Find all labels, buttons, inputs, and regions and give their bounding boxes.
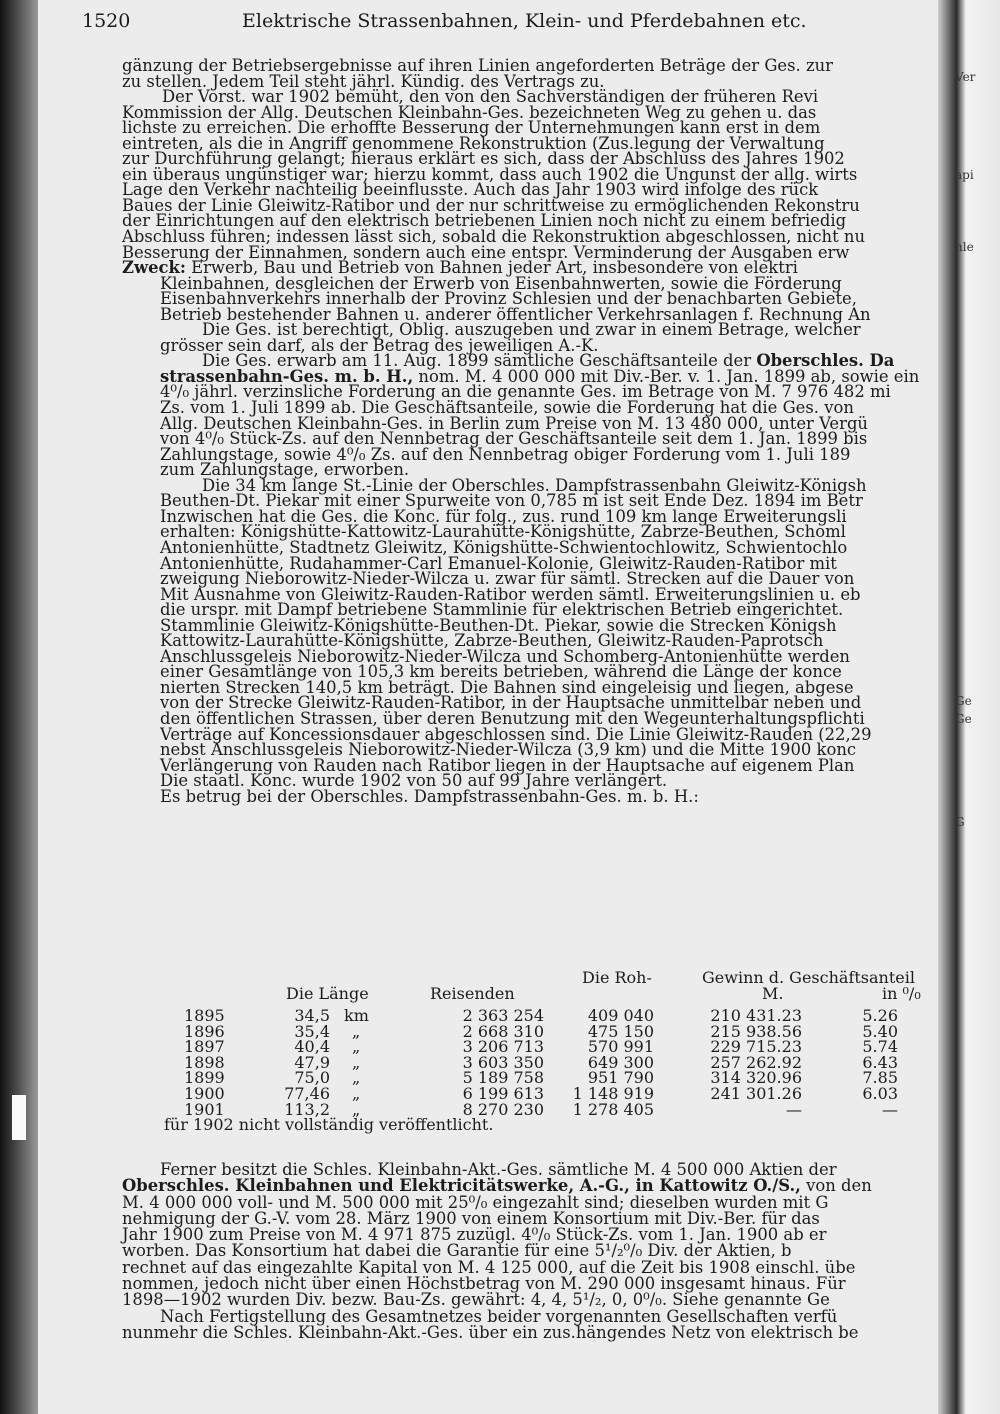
cell-length: 75,0 <box>294 1068 330 1088</box>
cell-profit: 257 262.92 <box>710 1052 802 1072</box>
cell-length: 77,46 <box>284 1083 330 1103</box>
cell-year: 1897 <box>184 1037 225 1057</box>
text-line: Die Ges. ist berechtigt, Oblig. auszugeben und zwar in einem Betrage, welcher <box>202 320 861 340</box>
margin-fragment: nle <box>955 240 974 254</box>
margin-fragment: Ge <box>955 712 972 726</box>
text-line: Antonienhütte, Stadtnetz Gleiwitz, Königshütte-Schwientochlowitz, Schwientochlo <box>160 537 848 557</box>
cell-unit: km <box>344 1006 369 1025</box>
margin-fragment: Ge <box>955 694 972 708</box>
running-title: Elektrische Strassenbahnen, Klein- und Pferdebahnen etc. <box>242 10 807 32</box>
text-line: Jahr 1900 zum Preise von M. 4 971 875 zuzügl. 4⁰/₀ Stück-Zs. vom 1. Jan. 1900 ab er <box>122 1225 827 1245</box>
cell-passengers: 2 668 310 <box>462 1021 544 1041</box>
text-line: nebst Anschlussgeleis Nieborowitz-Nieder-Wilcza (3,9 km) und die Mitte 1900 konc <box>160 740 857 760</box>
cell-revenue: 570 991 <box>587 1037 654 1057</box>
text-line: Die staatl. Konc. wurde 1902 von 50 auf 99 Jahre verlängert. <box>160 771 668 791</box>
cell-percent: 5.74 <box>862 1037 898 1057</box>
cell-profit: — <box>786 1099 802 1119</box>
company-name: Oberschles. Da <box>756 351 895 371</box>
table-header <box>82 970 938 1008</box>
text-line: rechnet auf das eingezahlte Kapital von M. 4 125 000, auf die Zeit bis 1908 einschl. übe <box>122 1257 856 1277</box>
text-line: Verträge auf Koncessionsdauer abgeschlossen sind. Die Linie Gleiwitz-Rauden (22,29 <box>160 724 872 744</box>
page-number: 1520 <box>82 10 131 32</box>
text-line: die urspr. mit Dampf betriebene Stammlinie für elektrischen Betrieb eingerichtet. <box>160 600 844 620</box>
text-line: zum Zahlungstage, erworben. <box>160 460 410 480</box>
cell-profit: 229 715.23 <box>710 1037 802 1057</box>
col-header-passengers: Reisenden <box>430 984 515 1003</box>
cell-profit: 210 431.23 <box>710 1006 802 1025</box>
cell-revenue: 649 300 <box>587 1052 654 1072</box>
cell-unit: „ <box>352 1037 361 1057</box>
margin-fragment: G <box>955 815 965 829</box>
text-line: Zs. vom 1. Juli 1899 ab. Die Geschäftsanteile, sowie die Forderung hat die Ges. von <box>160 398 854 418</box>
cell-year: 1899 <box>184 1068 225 1088</box>
text-line: von der Strecke Gleiwitz-Rauden-Ratibor, in der Hauptsache unmittelbar neben und <box>160 693 862 713</box>
text-line: zur Durchführung gelangt; hieraus erklärt es sich, dass der Abschluss des Jahres 1902 <box>122 149 845 169</box>
text-line: Es betrug bei der Oberschles. Dampfstrassenbahn-Ges. m. b. H.: <box>160 786 699 806</box>
text-line: lichste zu erreichen. Die erhoffte Besserung der Unternehmungen kann erst in dem <box>122 118 821 138</box>
cell-year: 1901 <box>184 1099 225 1119</box>
text-line: Baues der Linie Gleiwitz-Ratibor und der nur schrittweise zu ermöglichenden Rekonstru <box>122 195 860 215</box>
statistics-table <box>82 970 938 1133</box>
cell-percent: 6.03 <box>862 1083 898 1103</box>
text-line: 4⁰/₀ jährl. verzinsliche Forderung an die genannte Ges. im Betrage von M. 7 976 482 mi <box>160 382 891 402</box>
text-line: nommen, jedoch nicht über einen Höchstbetrag von M. 290 000 insgesamt hinaus. Für <box>122 1274 846 1294</box>
footnote-text: für 1902 nicht vollständig veröffentlicht. <box>164 1115 494 1135</box>
cell-unit: „ <box>352 1068 361 1088</box>
col-header-profit-2: M. <box>762 984 784 1003</box>
text-line: Mit Ausnahme von Gleiwitz-Rauden-Ratibor werden sämtl. Erweiterungslinien u. eb <box>160 584 861 604</box>
text-line: Stammlinie Gleiwitz-Königshütte-Beuthen-Dt. Piekar, sowie die Strecken Königsh <box>160 615 837 635</box>
text-line: erhalten: Königshütte-Kattowitz-Laurahütte-Königshütte, Zabrze-Beuthen, Schoml <box>160 522 846 542</box>
text-line: M. 4 000 000 voll- und M. 500 000 mit 25⁰/₀ eingezahlt sind; dieselben wurden mit G <box>122 1192 829 1212</box>
text-line: Zahlungstage, sowie 4⁰/₀ Zs. auf den Nennbetrag obiger Forderung vom 1. Juli 189 <box>160 444 851 464</box>
cell-passengers: 3 206 713 <box>462 1037 544 1057</box>
cell-percent: — <box>882 1099 898 1119</box>
cell-unit: „ <box>352 1021 361 1041</box>
cell-revenue: 475 150 <box>587 1021 654 1041</box>
text-line: Die 34 km lange St.-Linie der Oberschles. Dampfstrassenbahn Gleiwitz-Königsh <box>202 475 867 495</box>
text-line: nunmehr die Schles. Kleinbahn-Akt.-Ges. über ein zus.hängendes Netz von elektrisch be <box>122 1322 859 1342</box>
text-line: Kommission der Allg. Deutschen Kleinbahn-Ges. bezeichneten Weg zu gehen u. das <box>122 102 817 122</box>
text-line: Erwerb, Bau und Betrieb von Bahnen jeder Art, insbesondere von elektri <box>191 258 798 278</box>
text-line: Antonienhütte, Rudahammer-Carl Emanuel-Kolonie, Gleiwitz-Rauden-Ratibor mit <box>160 553 837 573</box>
cell-percent: 5.40 <box>862 1021 898 1041</box>
cell-unit: „ <box>352 1083 361 1103</box>
text-line: eintreten, als die in Angriff genommene Rekonstruktion (Zus.legung der Verwaltung <box>122 133 825 153</box>
cell-passengers: 8 270 230 <box>462 1099 544 1119</box>
company-name-cont: strassenbahn-Ges. m. b. H., <box>160 366 414 386</box>
cell-year: 1896 <box>184 1021 225 1041</box>
text-line: Anschlussgeleis Nieborowitz-Nieder-Wilcza und Schomberg-Antonienhütte werden <box>160 646 850 666</box>
text-line: nehmigung der G.-V. vom 28. März 1900 von einem Konsortium mit Div.-Ber. für das <box>122 1208 820 1228</box>
cell-profit: 314 320.96 <box>710 1068 802 1088</box>
cell-year: 1898 <box>184 1052 225 1072</box>
text-line: Nach Fertigstellung des Gesamtnetzes beider vorgenannten Gesellschaften verfü <box>160 1306 838 1326</box>
text-line: Besserung der Einnahmen, sondern auch eine entspr. Verminderung der Ausgaben erw <box>122 242 850 262</box>
text-line: nom. M. 4 000 000 mit Div.-Ber. v. 1. Jan. 1899 ab, sowie ein <box>418 366 920 386</box>
cell-length: 113,2 <box>284 1099 330 1119</box>
text-line: Betrieb bestehender Bahnen u. anderer öffentlicher Verkehrsanlagen f. Rechnung An <box>160 304 871 324</box>
text-line: Eisenbahnverkehrs innerhalb der Provinz Schlesien und der benachbarten Gebiete, <box>160 289 857 309</box>
text-line: 1898—1902 wurden Div. bezw. Bau-Zs. gewährt: 4, 4, 5¹/₂, 0, 0⁰/₀. Siehe genannte Ge <box>122 1290 830 1310</box>
text-line: Die Ges. erwarb am 11. Aug. 1899 sämtliche Geschäftsanteile der <box>202 351 752 371</box>
text-line: nierten Strecken 140,5 km beträgt. Die Bahnen sind eingeleisig und liegen, abgese <box>160 677 854 697</box>
text-line: Der Vorst. war 1902 bemüht, den von den Sachverständigen der früheren Revi <box>162 87 819 107</box>
col-header-length: Die Länge <box>286 984 369 1003</box>
zweck-label: Zweck: <box>122 258 186 278</box>
scan-left-edge <box>0 0 38 1414</box>
cell-year: 1895 <box>184 1006 225 1025</box>
cell-percent: 5.26 <box>862 1006 898 1025</box>
col-header-percent: in ⁰/₀ <box>882 984 921 1003</box>
body-text <box>122 58 938 820</box>
margin-fragment: api <box>955 168 974 182</box>
cell-revenue: 951 790 <box>587 1068 654 1088</box>
text-line: von den <box>806 1176 872 1196</box>
text-line: zweigung Nieborowitz-Nieder-Wilcza u. zwar für sämtl. Strecken auf die Dauer von <box>160 569 855 589</box>
text-line: gänzung der Betriebsergebnisse auf ihren Linien angeforderten Beträge der Ges. zur <box>122 56 833 75</box>
text-line: worben. Das Konsortium hat dabei die Garantie für eine 5¹/₂⁰/₀ Div. der Aktien, b <box>122 1241 792 1261</box>
text-line: der Einrichtungen auf den elektrisch betriebenen Linien noch nicht zu einem befriedig <box>122 211 847 231</box>
cell-unit: „ <box>352 1099 361 1119</box>
text-line: Allg. Deutschen Kleinbahn-Ges. in Berlin zum Preise von M. 13 480 000, unter Vergü <box>160 413 868 433</box>
text-line: Abschluss führen; indessen lässt sich, sobald die Rekonstruktion abgeschlossen, nicht nu <box>122 227 866 247</box>
cell-profit: 215 938.56 <box>710 1021 802 1041</box>
cell-year: 1900 <box>184 1083 225 1103</box>
cell-passengers: 3 603 350 <box>462 1052 544 1072</box>
table-footnote <box>82 1117 938 1133</box>
cell-length: 40,4 <box>294 1037 330 1057</box>
text-line: ein überaus ungünstiger war; hierzu kommt, dass auch 1902 die Ungunst der allg. wirts <box>122 164 858 184</box>
text-line: Lage den Verkehr nachteilig beeinflusste. Auch das Jahr 1903 wird infolge des rück <box>122 180 819 200</box>
cell-passengers: 2 363 254 <box>462 1006 544 1025</box>
cell-passengers: 5 189 758 <box>462 1068 544 1088</box>
cell-length: 34,5 <box>294 1006 330 1025</box>
text-line: einer Gesamtlänge von 105,3 km bereits betrieben, während die Länge der konce <box>160 662 842 682</box>
text-line: Kattowitz-Laurahütte-Königshütte, Zabrze-Beuthen, Gleiwitz-Rauden-Paprotsch <box>160 631 824 651</box>
cell-passengers: 6 199 613 <box>462 1083 544 1103</box>
text-line: Verlängerung von Rauden nach Ratibor liegen in der Hauptsache auf eigenem Plan <box>160 755 855 775</box>
col-header-profit-1: Gewinn d. Geschäftsanteil <box>702 968 915 987</box>
margin-fragment: Ver <box>955 70 976 84</box>
text-line: den öffentlichen Strassen, über deren Benutzung mit den Wegeunterhaltungspflichti <box>160 708 865 728</box>
company-name-2: Oberschles. Kleinbahnen und Elektricitätswerke, A.-G., in Kattowitz O./S., <box>122 1176 801 1196</box>
cell-percent: 7.85 <box>862 1068 898 1088</box>
text-line: Inzwischen hat die Ges. die Konc. für folg., zus. rund 109 km lange Erweiterungsli <box>160 506 847 526</box>
cell-length: 35,4 <box>294 1021 330 1041</box>
cell-length: 47,9 <box>294 1052 330 1072</box>
col-header-revenue-1: Die Roh- <box>582 968 652 987</box>
cell-percent: 6.43 <box>862 1052 898 1072</box>
scan-artifact <box>12 1095 26 1140</box>
cell-revenue: 1 148 919 <box>572 1083 654 1103</box>
book-page <box>38 0 938 1414</box>
page-header <box>82 10 938 36</box>
body-text-2 <box>122 1162 938 1341</box>
cell-revenue: 409 040 <box>587 1006 654 1025</box>
text-line: zu stellen. Jedem Teil steht jährl. Kündig. des Vertrags zu. <box>122 71 605 91</box>
cell-unit: „ <box>352 1052 361 1072</box>
cell-revenue: 1 278 405 <box>572 1099 654 1119</box>
text-line: Ferner besitzt die Schles. Kleinbahn-Akt.-Ges. sämtliche M. 4 500 000 Aktien der <box>160 1160 837 1179</box>
text-line: Beuthen-Dt. Piekar mit einer Spurweite von 0,785 m ist seit Ende Dez. 1894 im Betr <box>160 491 863 511</box>
text-line: grösser sein darf, als der Betrag des jeweiligen A.-K. <box>160 335 599 355</box>
text-line: Kleinbahnen, desgleichen der Erwerb von Eisenbahnwerten, sowie die Förderung <box>160 273 842 293</box>
table-body <box>82 1008 938 1117</box>
text-line: von 4⁰/₀ Stück-Zs. auf den Nennbetrag der Geschäftsanteile seit dem 1. Jan. 1899 bis <box>160 429 868 449</box>
cell-profit: 241 301.26 <box>710 1083 802 1103</box>
text-line <box>122 804 938 820</box>
